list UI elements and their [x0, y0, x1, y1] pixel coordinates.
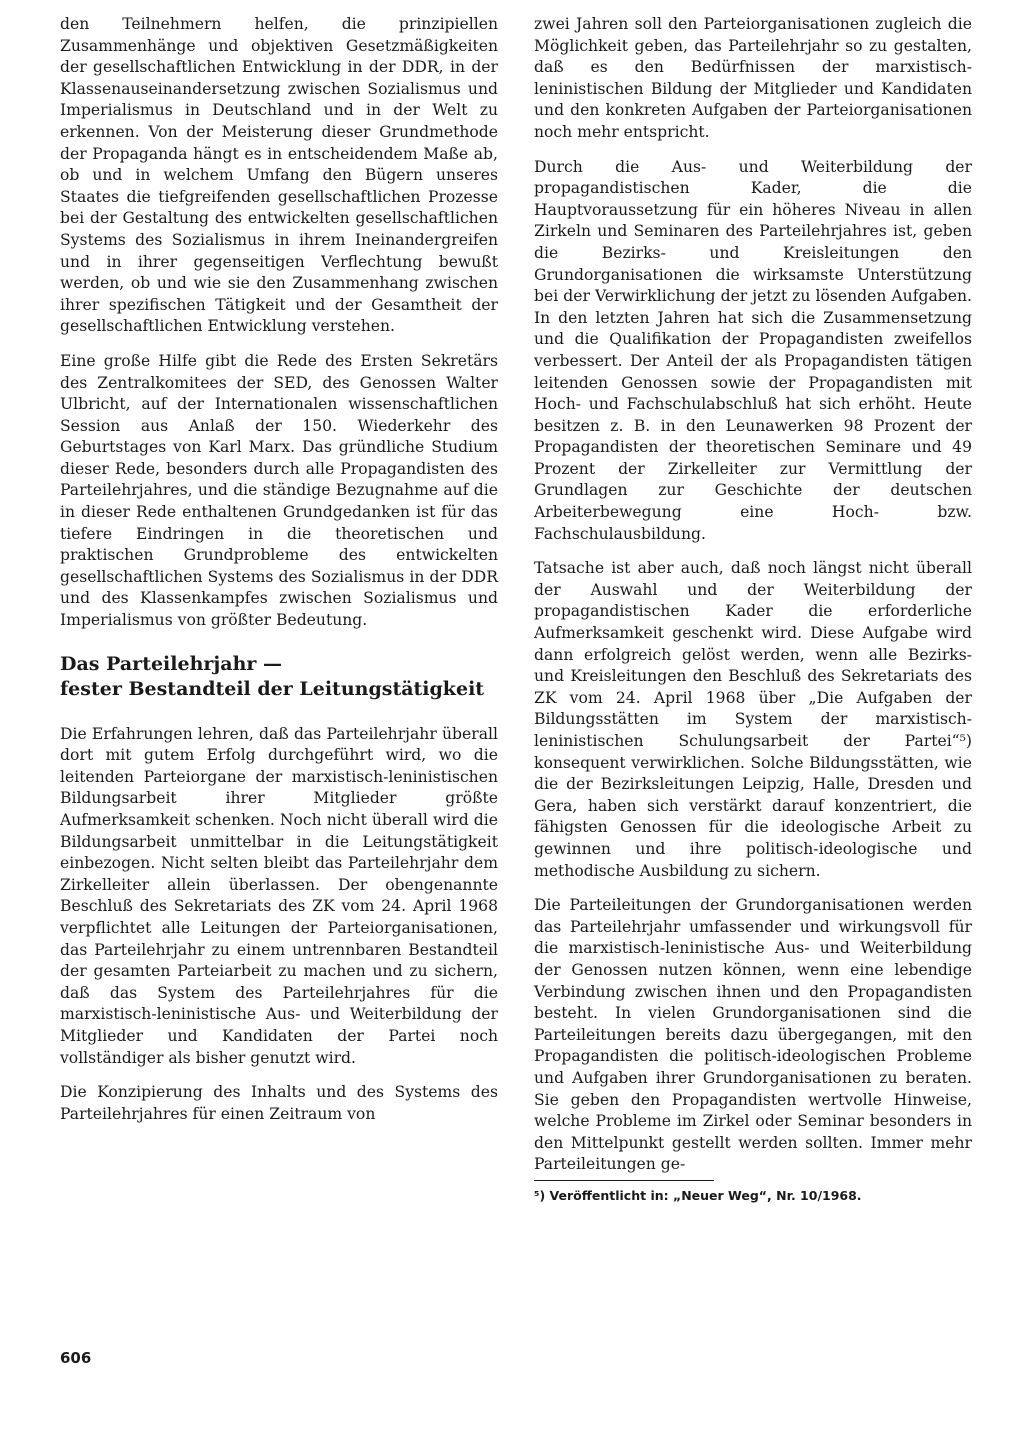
paragraph: Tatsache ist aber auch, daß noch längst nicht überall der Auswahl und der Weiterbildung der propagandistischen Kader die erforderliche Aufmerksamkeit geschenkt wird. Diese Aufgabe wird dann erfolgreich gelöst werden, wenn alle Bezirks- und Kreisleitungen den Beschluß des Sekretariats des ZK vom 24. April 1968 über „Die Aufgaben der Bildungsstätten im System der marxistisch-leninistischen Schulungsarbeit der Partei“⁵) konsequent verwirklichen. Solche Bildungsstätten, wie die der Bezirksleitungen Leipzig, Halle, Dresden und Gera, haben sich verstärkt darauf konzentriert, die fähigsten Genossen für die ideologische Arbeit zu gewinnen und ihre politisch-ideologische und methodische Ausbildung zu sichern. [534, 559, 972, 880]
paragraph: Eine große Hilfe gibt die Rede des Ersten Sekretärs des Zentralkomitees der SED, des Genossen Walter Ulbricht, auf der Internationalen wissenschaftlichen Session aus Anlaß der 150. Wiederkehr des Geburtstages von Karl Marx. Das gründliche Studium dieser Rede, besonders durch alle Propagandisten des Parteilehrjahres, und die ständige Bezugnahme auf die in dieser Rede enthaltenen Grundgedanken ist für das tiefere Eindringen in die theoretischen und praktischen Grundprobleme des entwickelten gesellschaftlichen Systems des Sozialismus in der DDR und des Klassenkampfes zwischen Sozialismus und Imperialismus von größter Bedeutung. [60, 351, 498, 630]
paragraph: den Teilnehmern helfen, die prinzipiellen Zusammenhänge und objektiven Gesetzmäßigkeiten der gesellschaftlichen Entwicklung in der DDR, in der Klassenauseinandersetzung zwischen Sozialismus und Imperialismus in Deutschland und in der Welt zu erkennen. Von der Meisterung dieser Grundmethode der Propaganda hängt es in entscheidendem Maße ab, ob und in welchem Umfang den Bügern unseres Staates die tiefgreifenden gesellschaftlichen Prozesse bei der Gestaltung des entwickelten gesellschaftlichen Systems des Sozialismus in ihrem Ineinandergreifen und in ihrer gegenseitigen Verflechtung bewußt werden, ob und wie sie den Zusammenhang zwischen ihrer spezifischen Tätigkeit und der Gesamtheit der gesellschaftlichen Entwicklung verstehen. [60, 15, 498, 336]
right-column [534, 14, 972, 1204]
paragraph: Durch die Aus- und Weiterbildung der propagandistischen Kader, die die Hauptvoraussetzung für ein höheres Niveau in allen Zirkeln und Seminaren des Parteilehrjahres ist, geben die Bezirks- und Kreisleitungen den Grundorganisationen die wirksamste Unterstützung bei der Verwirklichung der jetzt zu lösenden Aufgaben. In den letzten Jahren hat sich die Zusammensetzung und die Qualifikation der Propagandisten zweifellos verbessert. Der Anteil der als Propagandisten tätigen leitenden Genossen sowie der Propagandisten mit Hoch- und Fachschulabschluß hat sich erhöht. Heute besitzen z. B. in den Leunawerken 98 Prozent der Propagandisten der theoretischen Seminare und 49 Prozent der Zirkelleiter zur Vermittlung der Grundlagen zur Geschichte der deutschen Arbeiterbewegung eine Hoch- bzw. Fachschulausbildung. [534, 157, 972, 543]
paragraph: Die Erfahrungen lehren, daß das Parteilehrjahr überall dort mit gutem Erfolg durchgeführt wird, wo die leitenden Parteiorgane der marxistisch-leninistischen Bildungsarbeit ihrer Mitglieder größte Aufmerksamkeit schenken. Noch nicht überall wird die Bildungsarbeit unmittelbar in die Leitungstätigkeit einbezogen. Nicht selten bleibt das Parteilehrjahr dem Zirkelleiter allein überlassen. Der obengenannte Beschluß des Sekretariats des ZK vom 24. April 1968 verpflichtet alle Leitungen der Parteiorganisationen, das Parteilehrjahr zu einem untrennbaren Bestandteil der gesamten Parteiarbeit zu machen und zu sichern, daß das System des Parteilehrjahres für die marxistisch-leninistische Aus- und Weiterbildung der Mitglieder und Kandidaten der Partei noch vollständiger als bisher genutzt wird. [60, 724, 498, 1067]
section-heading-line: fester Bestandteil der Leitungstätigkeit [60, 677, 485, 700]
footnote: ⁵) Veröffentlicht in: „Neuer Weg“, Nr. 10/1968. [534, 1187, 862, 1203]
document-page [60, 14, 972, 1414]
section-heading-line: Das Parteilehrjahr — [60, 652, 283, 675]
page-number: 606 [60, 1349, 92, 1367]
paragraph: Die Konzipierung des Inhalts und des Systems des Parteilehrjahres für einen Zeitraum von [60, 1083, 498, 1123]
paragraph: Die Parteileitungen der Grundorganisationen werden das Parteilehrjahr umfassender und wirkungsvoll für die marxistisch-leninistische Aus- und Weiterbildung der Genossen nutzen können, wenn eine lebendige Verbindung zwischen ihnen und den Propagandisten besteht. In vielen Grundorganisationen sind die Parteileitungen bereits dazu übergegangen, mit den Propagandisten die politisch-ideologischen Probleme und Aufgaben ihrer Grundorganisationen zu beraten. Sie geben den Propagandisten wertvolle Hinweise, welche Probleme im Zirkel oder Seminar besonders in den Mittelpunkt gestellt werden sollten. Immer mehr Parteileitungen ge- [534, 896, 972, 1174]
paragraph: zwei Jahren soll den Parteiorganisationen zugleich die Möglichkeit geben, das Parteilehrjahr so zu gestalten, daß es den Bedürfnissen der marxistisch-leninistischen Bildung der Mitglieder und Kandidaten und den konkreten Aufgaben der Parteiorganisationen noch mehr entspricht. [534, 15, 972, 141]
left-column [60, 14, 498, 1138]
footnote-divider [534, 1180, 714, 1181]
section-heading [60, 652, 498, 702]
